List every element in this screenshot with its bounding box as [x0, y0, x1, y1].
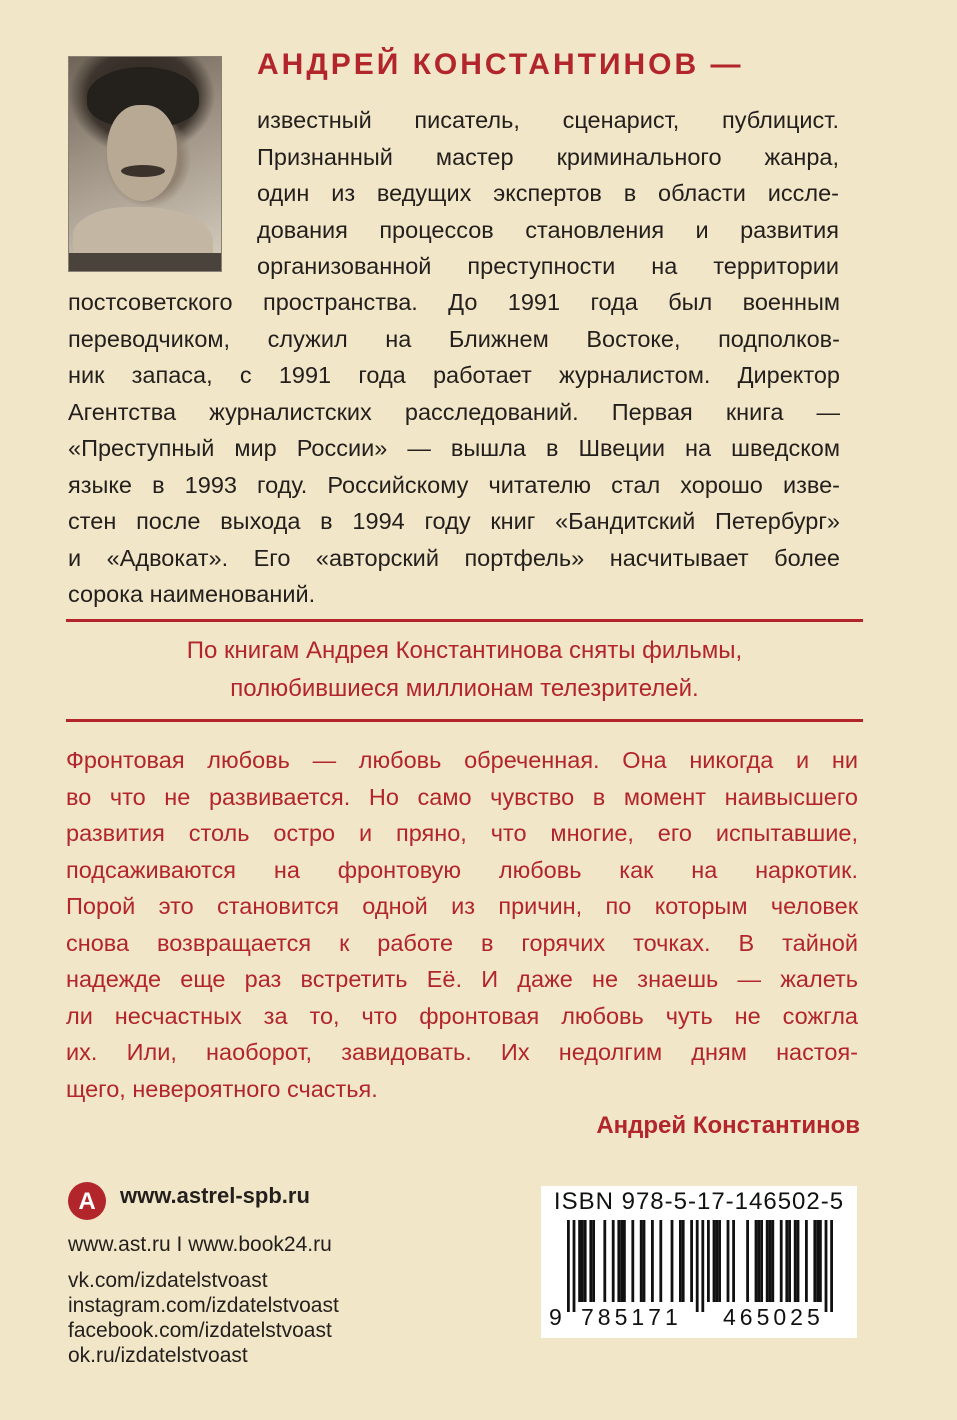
bio-line: «Преступный мир России» — вышла в Швеции на шведском: [68, 435, 840, 461]
barcode-bar: [643, 1220, 646, 1302]
annotation-quote: [66, 742, 858, 1107]
quote-line: снова возвращается к работе в горячих точках. В тайной: [66, 929, 858, 956]
barcode-bar: [755, 1220, 758, 1302]
bio-line: организованной преступности на территории: [257, 253, 839, 279]
quote-line: щего, невероятного счастья.: [66, 1075, 378, 1102]
bio-rest: [68, 284, 840, 613]
barcode-bar: [696, 1220, 699, 1312]
barcode-bar: [746, 1220, 749, 1302]
barcode-bar: [581, 1220, 584, 1302]
barcode-bar: [631, 1220, 634, 1302]
ean-first-digit: 9: [549, 1304, 562, 1330]
barcode-bar: [679, 1220, 682, 1302]
barcode-bar: [671, 1220, 674, 1302]
barcode-bar: [715, 1220, 718, 1302]
barcode-bar: [769, 1220, 772, 1302]
barcode-bar: [788, 1220, 791, 1302]
barcode-bar: [584, 1220, 587, 1302]
ean-right-group: 465025: [723, 1304, 824, 1330]
barcode-bar: [592, 1220, 595, 1302]
barcode-bar: [813, 1220, 816, 1302]
quote-line: Фронтовая любовь — любовь обреченная. Она никогда и ни: [66, 747, 858, 773]
bio-line: стен после выхода в 1994 году книг «Бандитский Петербург»: [68, 508, 840, 534]
films-line: По книгам Андрея Константинова сняты фильмы,: [186, 637, 743, 664]
divider-bottom: [66, 719, 863, 722]
barcode-bar: [780, 1220, 783, 1302]
author-photo: [68, 56, 222, 272]
barcode-bar: [727, 1220, 730, 1302]
barcode-bar: [567, 1220, 570, 1312]
bio-line: Агентства журналистских расследований. Первая книга —: [68, 398, 840, 425]
barcode-bar: [659, 1220, 662, 1302]
bio-line: один из ведущих экспертов в области иссле-: [257, 180, 839, 206]
bio-line: и «Адвокат». Его «авторский портфель» насчитывает более: [68, 544, 840, 571]
barcode-bar: [718, 1220, 721, 1302]
bio-line: Признанный мастер криминального жанра,: [257, 143, 839, 170]
divider-top: [66, 619, 863, 622]
ean-left-group: 785171: [581, 1304, 682, 1330]
social-links: [68, 1268, 339, 1368]
barcode-bar: [785, 1220, 788, 1302]
social-link-ok[interactable]: ok.ru/izdatelstvoast: [68, 1344, 248, 1367]
barcode-bar: [771, 1220, 774, 1302]
barcode-bar: [651, 1220, 654, 1302]
bio-line: постсоветского пространства. До 1991 года был военным: [68, 289, 840, 315]
barcode-bar: [573, 1220, 576, 1312]
films-line: полюбившиеся миллионам телезрителей.: [230, 675, 699, 702]
barcode-bar: [578, 1220, 581, 1302]
barcode-bar: [701, 1220, 704, 1312]
barcode-bar: [797, 1220, 800, 1302]
bio-line: сорока наименований.: [68, 581, 316, 607]
barcode-bar: [732, 1220, 735, 1302]
barcode-bar: [819, 1220, 822, 1302]
quote-line: развития столь остро и пряно, что многие, его испытавшие,: [66, 820, 858, 846]
quote-line: подсаживаются на фронтовую любовь как на наркотик.: [66, 856, 858, 883]
quote-line: надежде еще раз встретить Её. И даже не знаешь — жалеть: [66, 966, 858, 992]
barcode-bar: [805, 1220, 808, 1302]
barcode-bar: [623, 1220, 626, 1302]
barcode-bar: [757, 1220, 760, 1302]
bio-line: языке в 1993 году. Российскому читателю стал хорошо изве-: [68, 471, 840, 498]
publisher-sites[interactable]: www.ast.ru I www.book24.ru: [68, 1233, 332, 1256]
barcode-bar: [830, 1220, 833, 1312]
author-heading: АНДРЕЙ КОНСТАНТИНОВ —: [257, 48, 744, 81]
barcode-bar: [794, 1220, 797, 1302]
quote-line: их. Или, наоборот, завидовать. Их недолгим дням настоя-: [66, 1039, 858, 1065]
quote-line: ли несчастных за то, что фронтовая любовь чуть не сожгла: [66, 1002, 858, 1029]
publisher-logo-icon: [68, 1182, 106, 1220]
social-link-vk[interactable]: vk.com/izdatelstvoast: [68, 1269, 268, 1292]
barcode-bar: [682, 1220, 685, 1302]
bio-line: дования процессов становления и развития: [257, 216, 839, 243]
barcode-bar: [620, 1220, 623, 1302]
barcode-bar: [690, 1220, 693, 1302]
barcode-bar: [640, 1220, 643, 1302]
barcode-bar: [816, 1220, 819, 1302]
bio-line: ник запаса, с 1991 года работает журналистом. Директор: [68, 362, 840, 388]
barcode-bar: [707, 1220, 710, 1302]
barcode-bar: [766, 1220, 769, 1302]
bio-top: [257, 102, 839, 285]
quote-line: во что не развивается. Но само чувство в момент наивысшего: [66, 783, 858, 810]
barcode-bar: [603, 1220, 606, 1302]
bio-line: переводчиком, служил на Ближнем Востоке, подполков-: [68, 325, 840, 352]
publisher-site-link[interactable]: www.astrel-spb.ru: [120, 1183, 310, 1208]
barcode-bar: [713, 1220, 716, 1302]
barcode-bars: [549, 1220, 849, 1312]
barcode-bar: [617, 1220, 620, 1302]
barcode-bar: [612, 1220, 615, 1302]
quote-line: Порой это становится одной из причин, по которым человек: [66, 893, 858, 919]
bio-line: известный писатель, сценарист, публицист.: [257, 107, 839, 133]
barcode-bar: [589, 1220, 592, 1302]
films-note: [66, 632, 863, 708]
social-link-facebook[interactable]: facebook.com/izdatelstvoast: [68, 1319, 332, 1342]
isbn-number: ISBN 978-5-17-146502-5: [553, 1188, 845, 1215]
logo-letter: А: [78, 1188, 96, 1215]
barcode-bar: [825, 1220, 828, 1312]
isbn-barcode: [541, 1186, 857, 1338]
quote-signature: Андрей Константинов: [596, 1112, 860, 1139]
barcode-bar: [760, 1220, 763, 1302]
social-link-instagram[interactable]: instagram.com/izdatelstvoast: [68, 1294, 339, 1317]
